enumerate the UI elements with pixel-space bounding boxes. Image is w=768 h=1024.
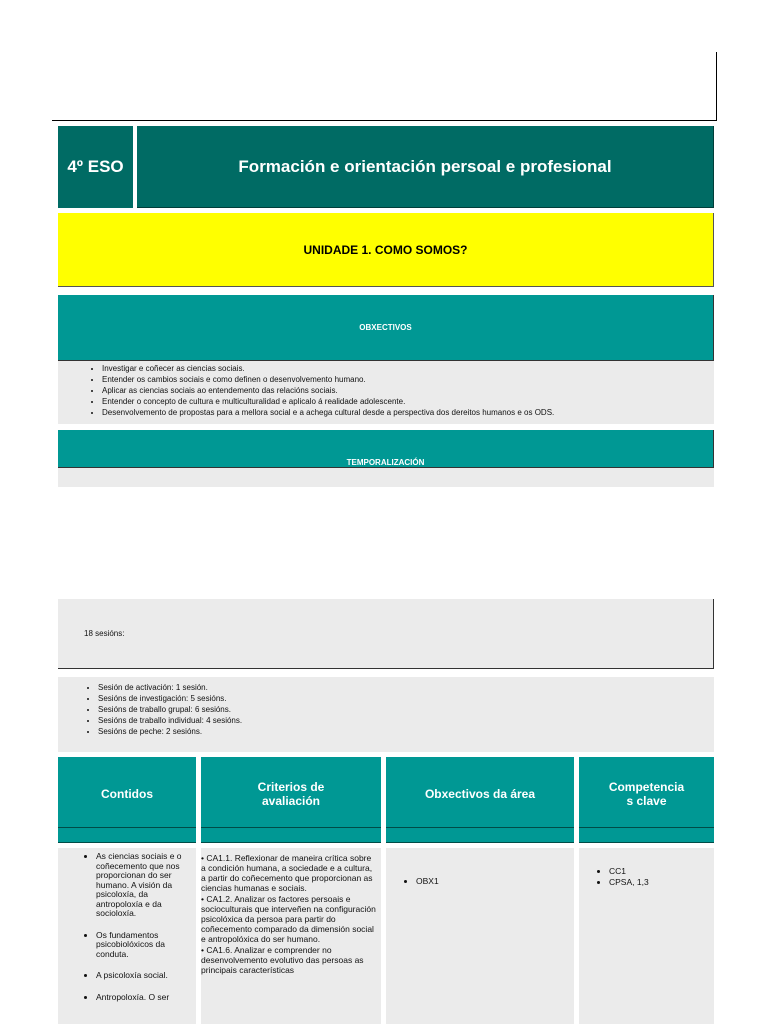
column-header-area-objectives <box>386 757 574 843</box>
header-band <box>58 827 196 842</box>
session-item: • Sesións de investigación: 5 sesións. <box>98 693 714 704</box>
criterion-item: • CA1.1. Reflexionar de maneira crítica sobre a condición humana, a sociedade e a cultura, a partir do coñecemento que proporcionan as ciencias humanas e sociais. <box>201 853 373 893</box>
criterion-item: • CA1.2. Analizar os factores persoais e socioculturais que interveñen na configuración psicolóxica da persoa para partir do coñecemento comparado da dimensión social e antropolóxica do ser humano. <box>201 894 376 944</box>
page-top-divider <box>52 120 717 121</box>
header-band <box>579 827 714 842</box>
unit-title: UNIDADE 1. COMO SOMOS? <box>58 213 714 287</box>
sessions-total: 18 sesións: <box>58 599 714 669</box>
objective-item: • Entender os cambios sociais e como definen o desenvolvemento humano. <box>102 374 714 385</box>
column-header-label: Obxectivos da área <box>424 786 536 801</box>
content-item: • As ciencias sociais e o coñecemento que nos proporcionan do ser humano. A visión da psicoloxía, da antropoloxía e da socioloxía. <box>96 852 196 919</box>
column-header-label: Criterios de avaliación <box>257 779 325 808</box>
content-item: • A psicoloxía social. <box>96 971 196 981</box>
area-objective-item: • OBX1 <box>416 876 574 886</box>
competence-item: • CC1 <box>609 866 714 877</box>
timing-strip <box>58 468 714 487</box>
objective-item: • Desenvolvemento de propostas para a mellora social e a achega cultural desde a perspectiva dos dereitos humanos e os ODS. <box>102 407 714 418</box>
page-top-divider-vertical <box>716 52 717 121</box>
sessions-list <box>58 677 714 752</box>
column-header-label: Contidos <box>101 786 153 801</box>
timing-heading: TEMPORALIZACIÓN <box>58 430 714 468</box>
session-item: • Sesións de traballo grupal: 6 sesións. <box>98 704 714 715</box>
objectives-list <box>58 361 714 424</box>
criteria-cell <box>201 848 381 1024</box>
subject-title: Formación e orientación persoal e profesional <box>137 126 714 208</box>
objective-item: • Investigar e coñecer as ciencias sociais. <box>102 363 714 374</box>
header-band <box>201 827 381 842</box>
competence-item: • CPSA, 1,3 <box>609 877 714 888</box>
objectives-heading: OBXECTIVOS <box>58 295 714 361</box>
objective-item: • Entender o concepto de cultura e multiculturalidad e aplicalo á realidade adolescente. <box>102 396 714 407</box>
contents-cell <box>58 848 196 1024</box>
header-band <box>386 827 574 842</box>
session-item: • Sesión de activación: 1 sesión. <box>98 682 714 693</box>
content-item: • Antropoloxía. O ser <box>96 993 196 1003</box>
column-header-label: Competencia s clave <box>608 779 685 808</box>
column-header-criteria <box>201 757 381 843</box>
session-item: • Sesións de traballo individual: 4 sesións. <box>98 715 714 726</box>
criterion-item: • CA1.6. Analizar e comprender no desenvolvemento evolutivo das persoas as principais características <box>201 945 364 975</box>
grade-label: 4º ESO <box>58 126 133 208</box>
column-header-key-competences <box>579 757 714 843</box>
key-competences-cell <box>579 848 714 1024</box>
session-item: • Sesións de peche: 2 sesións. <box>98 726 714 737</box>
content-item: • Os fundamentos psicobiolóxicos da conduta. <box>96 931 196 960</box>
column-header-contents <box>58 757 196 843</box>
objective-item: • Aplicar as ciencias sociais ao entendemento das relacións sociais. <box>102 385 714 396</box>
area-objectives-cell <box>386 848 574 1024</box>
